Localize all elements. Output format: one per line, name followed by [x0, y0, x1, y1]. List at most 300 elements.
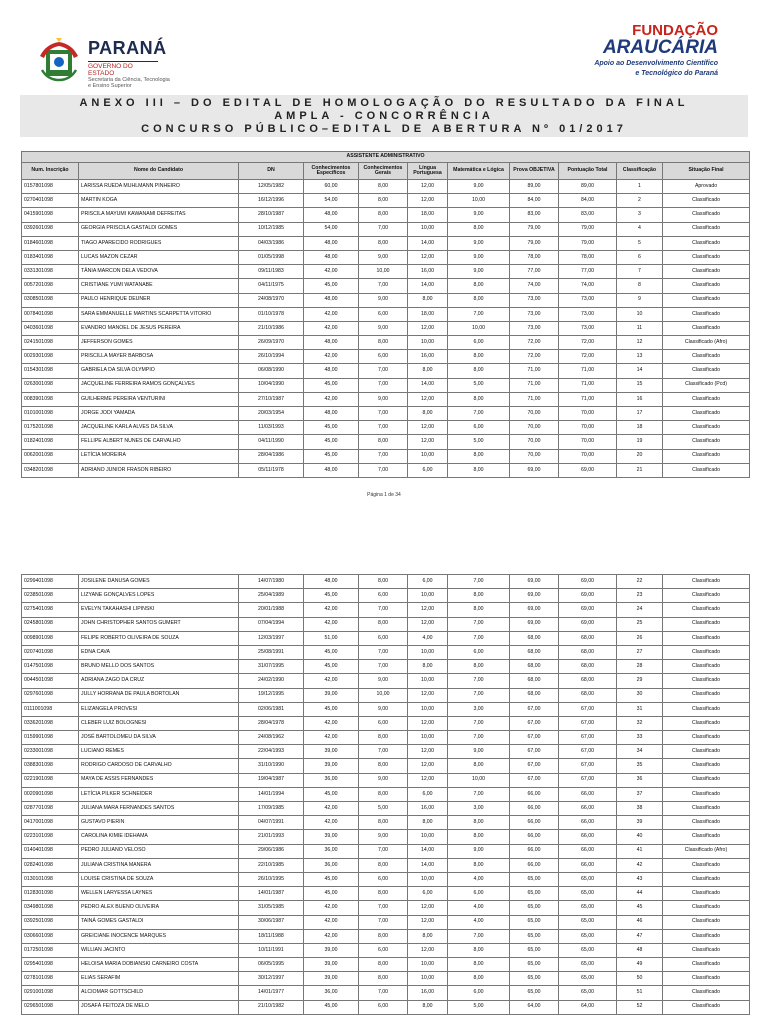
table-cell: Classificado [663, 279, 750, 293]
table-cell: 6 [617, 250, 663, 264]
table-cell: 45,00 [304, 435, 359, 449]
table-row [22, 858, 750, 872]
table-cell: 79,00 [559, 222, 617, 236]
table-cell: 8,00 [359, 435, 408, 449]
table-cell: Classificado [663, 435, 750, 449]
table-cell: LARISSA RUEDA MUHLMANN PINHEIRO [79, 180, 239, 194]
table-cell: 69,00 [559, 575, 617, 589]
table-cell: 0263001098 [22, 378, 79, 392]
table-cell: 7 [617, 265, 663, 279]
table-cell: 71,00 [559, 392, 617, 406]
table-cell: 42,00 [304, 350, 359, 364]
table-row [22, 958, 750, 972]
table-cell: 78,00 [510, 250, 559, 264]
table-cell: Classificado [663, 816, 750, 830]
table-cell: 45,00 [304, 872, 359, 886]
table-cell: 11 [617, 321, 663, 335]
table-cell: 48,00 [304, 236, 359, 250]
table-row [22, 702, 750, 716]
table-cell: 8,00 [359, 972, 408, 986]
table-cell: 13 [617, 350, 663, 364]
table-cell: 8,00 [359, 858, 408, 872]
table-cell: 0157801098 [22, 180, 79, 194]
table-cell: 10,00 [408, 830, 448, 844]
table-cell: 8,00 [448, 463, 510, 477]
table-cell: 70,00 [510, 421, 559, 435]
table-cell: 0308501098 [22, 293, 79, 307]
table-cell: Classificado [663, 872, 750, 886]
table-cell: 0111001098 [22, 702, 79, 716]
table-cell: 8,00 [448, 589, 510, 603]
table-row [22, 915, 750, 929]
table-cell: 0299401098 [22, 575, 79, 589]
table-cell: 69,00 [559, 589, 617, 603]
table-cell: ELIZANGELA PROVESI [79, 702, 239, 716]
table-cell: 14/01/1977 [239, 986, 304, 1000]
table-cell: 15 [617, 378, 663, 392]
table-cell: GREICIANE INOCENCE MARQUES [79, 929, 239, 943]
table-cell: 12,00 [408, 901, 448, 915]
table-cell: 42,00 [304, 392, 359, 406]
table-cell: 14/07/1980 [239, 575, 304, 589]
table-cell: Classificado [663, 787, 750, 801]
table-cell: 0020901098 [22, 787, 79, 801]
table-cell: LUCIANO REMES [79, 745, 239, 759]
table-cell: JULIANA CRISTINA MANERA [79, 858, 239, 872]
table-cell: 79,00 [510, 222, 559, 236]
table-cell: 26/10/1995 [239, 872, 304, 886]
table-row [22, 929, 750, 943]
table-cell: 8,00 [359, 787, 408, 801]
table-cell: 6,00 [448, 887, 510, 901]
table-row [22, 745, 750, 759]
table-cell: 72,00 [559, 350, 617, 364]
table-cell: 49 [617, 958, 663, 972]
table-cell: Classificado [663, 589, 750, 603]
table-cell: 66,00 [559, 787, 617, 801]
table-cell: Classificado [663, 759, 750, 773]
table-cell: 12,00 [408, 688, 448, 702]
page-header [0, 0, 768, 95]
table-cell: 14,00 [408, 279, 448, 293]
table-row [22, 449, 750, 463]
table-cell: 9,00 [448, 250, 510, 264]
table-cell: 18/11/1988 [239, 929, 304, 943]
table-cell: 21 [617, 463, 663, 477]
fundacao-tagline-1: Apoio ao Desenvolvimento Científico [594, 60, 718, 67]
table-cell: 45,00 [304, 1000, 359, 1014]
table-cell: 17/09/1985 [239, 802, 304, 816]
table-cell: 12,00 [408, 617, 448, 631]
table-cell: 0275401098 [22, 603, 79, 617]
table-cell: 31/05/1985 [239, 901, 304, 915]
table-cell: 45,00 [304, 887, 359, 901]
table-row [22, 759, 750, 773]
table-cell: 12,00 [408, 603, 448, 617]
table-cell: 12,00 [408, 321, 448, 335]
table-cell: 0403601098 [22, 321, 79, 335]
table-cell: 39,00 [304, 745, 359, 759]
table-row [22, 589, 750, 603]
table-cell: 45,00 [304, 589, 359, 603]
table-cell: 84,00 [510, 194, 559, 208]
table-cell: 12,00 [408, 759, 448, 773]
title-line-2: AMPLA - CONCORRÊNCIA [274, 110, 494, 122]
column-header: Língua Portuguesa [408, 163, 448, 180]
table-cell: 28 [617, 660, 663, 674]
table-cell: Classificado [663, 307, 750, 321]
table-cell: 72,00 [510, 350, 559, 364]
table-cell: PRISCILA MAYUMI KAWANAMI DEFREITAS [79, 208, 239, 222]
table-cell: 10 [617, 307, 663, 321]
table-cell: Classificado [663, 702, 750, 716]
table-cell: 65,00 [510, 872, 559, 886]
table-cell: 68,00 [559, 688, 617, 702]
table-cell: 36 [617, 773, 663, 787]
table-cell: Classificado [663, 603, 750, 617]
table-cell: 7,00 [359, 449, 408, 463]
table-cell: 0245801098 [22, 617, 79, 631]
table-cell: 10/04/1990 [239, 378, 304, 392]
table-cell: 70,00 [510, 435, 559, 449]
table-cell: 8,00 [408, 929, 448, 943]
table-cell: 60,00 [304, 180, 359, 194]
table-cell: 0154301098 [22, 364, 79, 378]
table-cell: 0415901098 [22, 208, 79, 222]
table-cell: 31/10/1990 [239, 759, 304, 773]
table-cell: 31/07/1995 [239, 660, 304, 674]
table-cell: 8,00 [448, 279, 510, 293]
table-cell: 8,00 [448, 449, 510, 463]
table-cell: Classificado [663, 660, 750, 674]
table-cell: 65,00 [510, 986, 559, 1000]
table-cell: Classificado [663, 449, 750, 463]
table-cell: Classificado [663, 858, 750, 872]
parana-secretariat-line2: e Ensino Superior [88, 83, 132, 89]
table-cell: 25 [617, 617, 663, 631]
table-cell: GUILHERME PEREIRA VENTURINI [79, 392, 239, 406]
table-cell: WELLEN LARYESSA LAYNES [79, 887, 239, 901]
table-cell: 5,00 [448, 435, 510, 449]
table-cell: 67,00 [510, 745, 559, 759]
table-cell: 42,00 [304, 674, 359, 688]
table-cell: 8,00 [359, 617, 408, 631]
table-cell: 27 [617, 645, 663, 659]
table-cell: Classificado [663, 674, 750, 688]
table-cell: 0296501098 [22, 1000, 79, 1014]
table-cell: 65,00 [559, 958, 617, 972]
table-cell: Classificado [663, 731, 750, 745]
table-cell: 17 [617, 407, 663, 421]
table-row [22, 1000, 750, 1014]
table-cell: 79,00 [510, 236, 559, 250]
table-cell: 12,00 [408, 180, 448, 194]
table-cell: 7,00 [359, 645, 408, 659]
table-cell: 12,00 [408, 392, 448, 406]
table-cell: 73,00 [559, 321, 617, 335]
table-cell: 12 [617, 336, 663, 350]
table-cell: 8,00 [448, 830, 510, 844]
table-cell: 42,00 [304, 307, 359, 321]
table-cell: Classificado [663, 265, 750, 279]
table-row [22, 392, 750, 406]
table-row [22, 816, 750, 830]
table-cell: 7,00 [448, 407, 510, 421]
table-cell: 09/11/1983 [239, 265, 304, 279]
table-cell: 14/01/1987 [239, 887, 304, 901]
table-row [22, 378, 750, 392]
table-cell: 25/04/1989 [239, 589, 304, 603]
table-cell: Classificado [663, 943, 750, 957]
table-cell: 8,00 [448, 350, 510, 364]
table-row [22, 645, 750, 659]
table-cell: 36,00 [304, 773, 359, 787]
table-cell: 9,00 [359, 293, 408, 307]
table-cell: 16,00 [408, 265, 448, 279]
table-cell: CAROLINA KIMIE IDEHAMA [79, 830, 239, 844]
table-cell: 0083901098 [22, 392, 79, 406]
table-cell: 4,00 [448, 901, 510, 915]
table-cell: 8,00 [448, 660, 510, 674]
table-cell: 12/03/1997 [239, 631, 304, 645]
table-cell: 01/05/1998 [239, 250, 304, 264]
table-cell: 48,00 [304, 364, 359, 378]
table-cell: 50 [617, 972, 663, 986]
table-cell: 0172501098 [22, 943, 79, 957]
table-cell: Classificado [663, 929, 750, 943]
table-cell: Classificado [663, 208, 750, 222]
table-cell: 10,00 [408, 731, 448, 745]
table-cell: 6,00 [408, 787, 448, 801]
table-cell: 6,00 [359, 943, 408, 957]
table-cell: 66,00 [559, 816, 617, 830]
table-cell: 0278101098 [22, 972, 79, 986]
table-cell: 69,00 [510, 589, 559, 603]
table-cell: 0388301098 [22, 759, 79, 773]
table-cell: 32 [617, 716, 663, 730]
table-cell: 64,00 [510, 1000, 559, 1014]
table-cell: 8,00 [359, 208, 408, 222]
table-cell: 9,00 [448, 844, 510, 858]
table-cell: 14,00 [408, 236, 448, 250]
table-cell: 24/08/1962 [239, 731, 304, 745]
table-cell: 28/10/1987 [239, 208, 304, 222]
table-cell: 26/09/1970 [239, 336, 304, 350]
table-cell: 8 [617, 279, 663, 293]
table-cell: 8,00 [408, 407, 448, 421]
table-cell: 22/04/1993 [239, 745, 304, 759]
table-cell: 10,00 [408, 702, 448, 716]
table-cell: 0221901098 [22, 773, 79, 787]
table-row [22, 293, 750, 307]
table-cell: 12,00 [408, 421, 448, 435]
table-cell: 0207401098 [22, 645, 79, 659]
table-cell: 54,00 [304, 194, 359, 208]
table-cell: 0349801098 [22, 901, 79, 915]
table-cell: 68,00 [559, 631, 617, 645]
table-cell: 0392601098 [22, 222, 79, 236]
table-cell: ADRIANA ZAGO DA CRUZ [79, 674, 239, 688]
table-cell: 10/11/1991 [239, 943, 304, 957]
table-cell: ADRIANO JUNIOR FRASON RIBEIRO [79, 463, 239, 477]
table-cell: 42,00 [304, 816, 359, 830]
table-cell: 70,00 [559, 421, 617, 435]
table-cell: 0101001098 [22, 407, 79, 421]
column-header: Num. Inscrição [22, 163, 79, 180]
table-cell: 0147501098 [22, 660, 79, 674]
table-cell: 0078401098 [22, 307, 79, 321]
table-cell: 19/04/1987 [239, 773, 304, 787]
table-cell: 65,00 [510, 929, 559, 943]
table-cell: 71,00 [559, 378, 617, 392]
table-row [22, 350, 750, 364]
table-cell: 24/02/1990 [239, 674, 304, 688]
table-cell: 65,00 [559, 943, 617, 957]
table-cell: 0282401098 [22, 858, 79, 872]
table-cell: 39,00 [304, 958, 359, 972]
table-cell: 8,00 [359, 731, 408, 745]
table-cell: 0287701098 [22, 802, 79, 816]
table-cell: 45,00 [304, 378, 359, 392]
table-cell: 79,00 [559, 236, 617, 250]
table-cell: 0392501098 [22, 915, 79, 929]
table-cell: 29/06/1986 [239, 844, 304, 858]
table-cell: 27/10/1987 [239, 392, 304, 406]
table-cell: 7,00 [359, 378, 408, 392]
table-cell: Classificado [663, 321, 750, 335]
table-cell: 0057201098 [22, 279, 79, 293]
table-cell: 78,00 [559, 250, 617, 264]
table-cell: 65,00 [510, 972, 559, 986]
table-cell: GEORGIA PRISCILA GASTALDI GOMES [79, 222, 239, 236]
table-cell: Classificado [663, 250, 750, 264]
table-cell: 10,00 [408, 674, 448, 688]
table-cell: LETÍCIA MOREIRA [79, 449, 239, 463]
table-cell: 0417001098 [22, 816, 79, 830]
table-cell: 39,00 [304, 759, 359, 773]
table-cell: 66,00 [510, 858, 559, 872]
column-header: DN [239, 163, 304, 180]
table-row [22, 943, 750, 957]
table-cell: 8,00 [408, 293, 448, 307]
table-cell: 8,00 [359, 194, 408, 208]
table-row [22, 844, 750, 858]
table-cell: 48,00 [304, 293, 359, 307]
table-cell: 24/08/1970 [239, 293, 304, 307]
table-cell: 40 [617, 830, 663, 844]
table-cell: 77,00 [510, 265, 559, 279]
table-cell: 65,00 [559, 887, 617, 901]
table-cell: 7,00 [359, 603, 408, 617]
table-cell: 45,00 [304, 702, 359, 716]
table-cell: 7,00 [359, 660, 408, 674]
table-cell: 74,00 [559, 279, 617, 293]
table-cell: LUCAS MAZON CEZAR [79, 250, 239, 264]
column-header: Classificação [617, 163, 663, 180]
table-cell: 25/08/1991 [239, 645, 304, 659]
fundacao-name: ARAUCÁRIA [602, 37, 718, 58]
title-line-3: CONCURSO PÚBLICO–EDITAL DE ABERTURA Nº 01/2017 [141, 123, 627, 135]
table-cell: 39 [617, 816, 663, 830]
table-cell: LOUISE CRISTINA DE SOUZA [79, 872, 239, 886]
table-cell: 42,00 [304, 265, 359, 279]
table-cell: 67,00 [510, 773, 559, 787]
table-cell: 12/05/1982 [239, 180, 304, 194]
table-cell: 10/12/1985 [239, 222, 304, 236]
table-cell: 8,00 [448, 759, 510, 773]
table-cell: 9,00 [448, 236, 510, 250]
table-cell: JULIANA MARA FERNANDES SANTOS [79, 802, 239, 816]
table-cell: 20/03/1954 [239, 407, 304, 421]
table-cell: 65,00 [510, 901, 559, 915]
table-cell: 8,00 [359, 958, 408, 972]
table-cell: 45,00 [304, 787, 359, 801]
table-cell: 6,00 [359, 1000, 408, 1014]
table-row [22, 830, 750, 844]
results-table-page-1 [21, 151, 750, 478]
table-cell: 28/04/1978 [239, 716, 304, 730]
table-cell: 52 [617, 1000, 663, 1014]
table-cell: 72,00 [559, 336, 617, 350]
table-cell: 48,00 [304, 208, 359, 222]
table-cell: 67,00 [510, 702, 559, 716]
table-cell: PRISCILLA MAYER BARBOSA [79, 350, 239, 364]
table-cell: 6,00 [408, 463, 448, 477]
table-cell: 73,00 [559, 293, 617, 307]
table-cell: 8,00 [359, 759, 408, 773]
table-row [22, 688, 750, 702]
table-cell: 29 [617, 674, 663, 688]
table-cell: 69,00 [510, 617, 559, 631]
table-cell: 0182401098 [22, 435, 79, 449]
table-row [22, 716, 750, 730]
table-cell: 10,00 [408, 336, 448, 350]
table-cell: 66,00 [510, 787, 559, 801]
table-cell: CLEBER LUIZ BOLOGNESI [79, 716, 239, 730]
table-cell: 0295401098 [22, 958, 79, 972]
table-cell: Classificado [663, 972, 750, 986]
table-cell: 8,00 [448, 603, 510, 617]
table-cell: 65,00 [510, 958, 559, 972]
table-row [22, 660, 750, 674]
table-cell: 30/12/1997 [239, 972, 304, 986]
column-header: Nome do Candidato [79, 163, 239, 180]
table-cell: 8,00 [359, 575, 408, 589]
table-row [22, 901, 750, 915]
table-cell: 10,00 [408, 222, 448, 236]
column-header: Pontuação Total [559, 163, 617, 180]
table-cell: Classificado [663, 236, 750, 250]
table-cell: 0306601098 [22, 929, 79, 943]
table-row [22, 180, 750, 194]
table-cell: 65,00 [510, 915, 559, 929]
table-cell: 73,00 [510, 321, 559, 335]
table-cell: BRUNO MELLO DOS SANTOS [79, 660, 239, 674]
table-cell: JACQUELINE FERREIRA RAMOS GONÇALVES [79, 378, 239, 392]
table-cell: 6,00 [448, 645, 510, 659]
table-cell: 42,00 [304, 901, 359, 915]
table-cell: Aprovado [663, 180, 750, 194]
table-cell: 6,00 [359, 350, 408, 364]
table-cell: 24 [617, 603, 663, 617]
table-cell: 7,00 [448, 716, 510, 730]
table-cell: TIAGO APARECIDO RODRIGUES [79, 236, 239, 250]
table-cell: 5 [617, 236, 663, 250]
table-cell: EVANDRO MANOEL DE JESUS PEREIRA [79, 321, 239, 335]
table-row [22, 435, 750, 449]
table-cell: 7,00 [448, 631, 510, 645]
table-cell: Classificado (Afro) [663, 336, 750, 350]
